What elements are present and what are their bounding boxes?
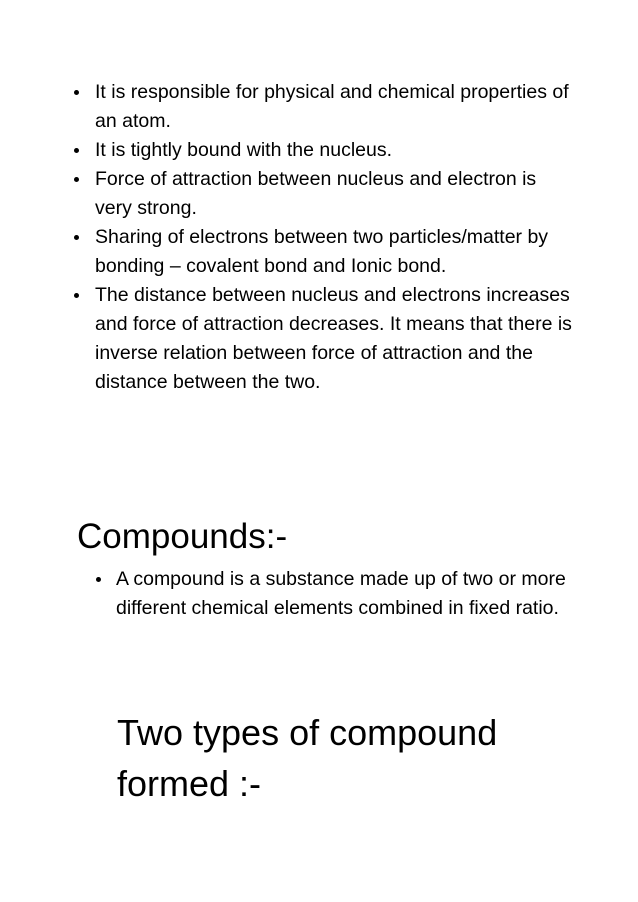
compounds-heading: Compounds:- — [77, 517, 288, 556]
list-item — [95, 78, 575, 136]
atom-properties-list — [95, 78, 575, 397]
list-item — [95, 136, 575, 165]
list-item — [95, 223, 575, 281]
list-item-text: It is tightly bound with the nucleus. — [95, 139, 393, 161]
bullet-icon — [74, 293, 79, 298]
bullet-icon — [74, 235, 79, 240]
list-item-text: A compound is a substance made up of two or more different chemical elements combined in fixed ratio. — [116, 568, 566, 619]
bullet-icon — [74, 90, 79, 95]
bullet-icon — [74, 148, 79, 153]
bullet-icon — [96, 577, 101, 582]
list-item — [95, 281, 575, 397]
bullet-icon — [74, 177, 79, 182]
list-item-text: Sharing of electrons between two particles/matter by bonding – covalent bond and Ionic bond. — [95, 226, 549, 277]
compounds-list — [116, 565, 576, 623]
list-item-text: It is responsible for physical and chemical properties of an atom. — [95, 81, 569, 132]
list-item — [116, 565, 576, 623]
list-item-text: Force of attraction between nucleus and electron is very strong. — [95, 168, 537, 219]
list-item — [95, 165, 575, 223]
list-item-text: The distance between nucleus and electrons increases and force of attraction decreases. It means that there is inverse relation between force of attraction and the distance between the two. — [95, 284, 572, 393]
compound-types-heading: Two types of compound formed :- — [117, 712, 498, 804]
